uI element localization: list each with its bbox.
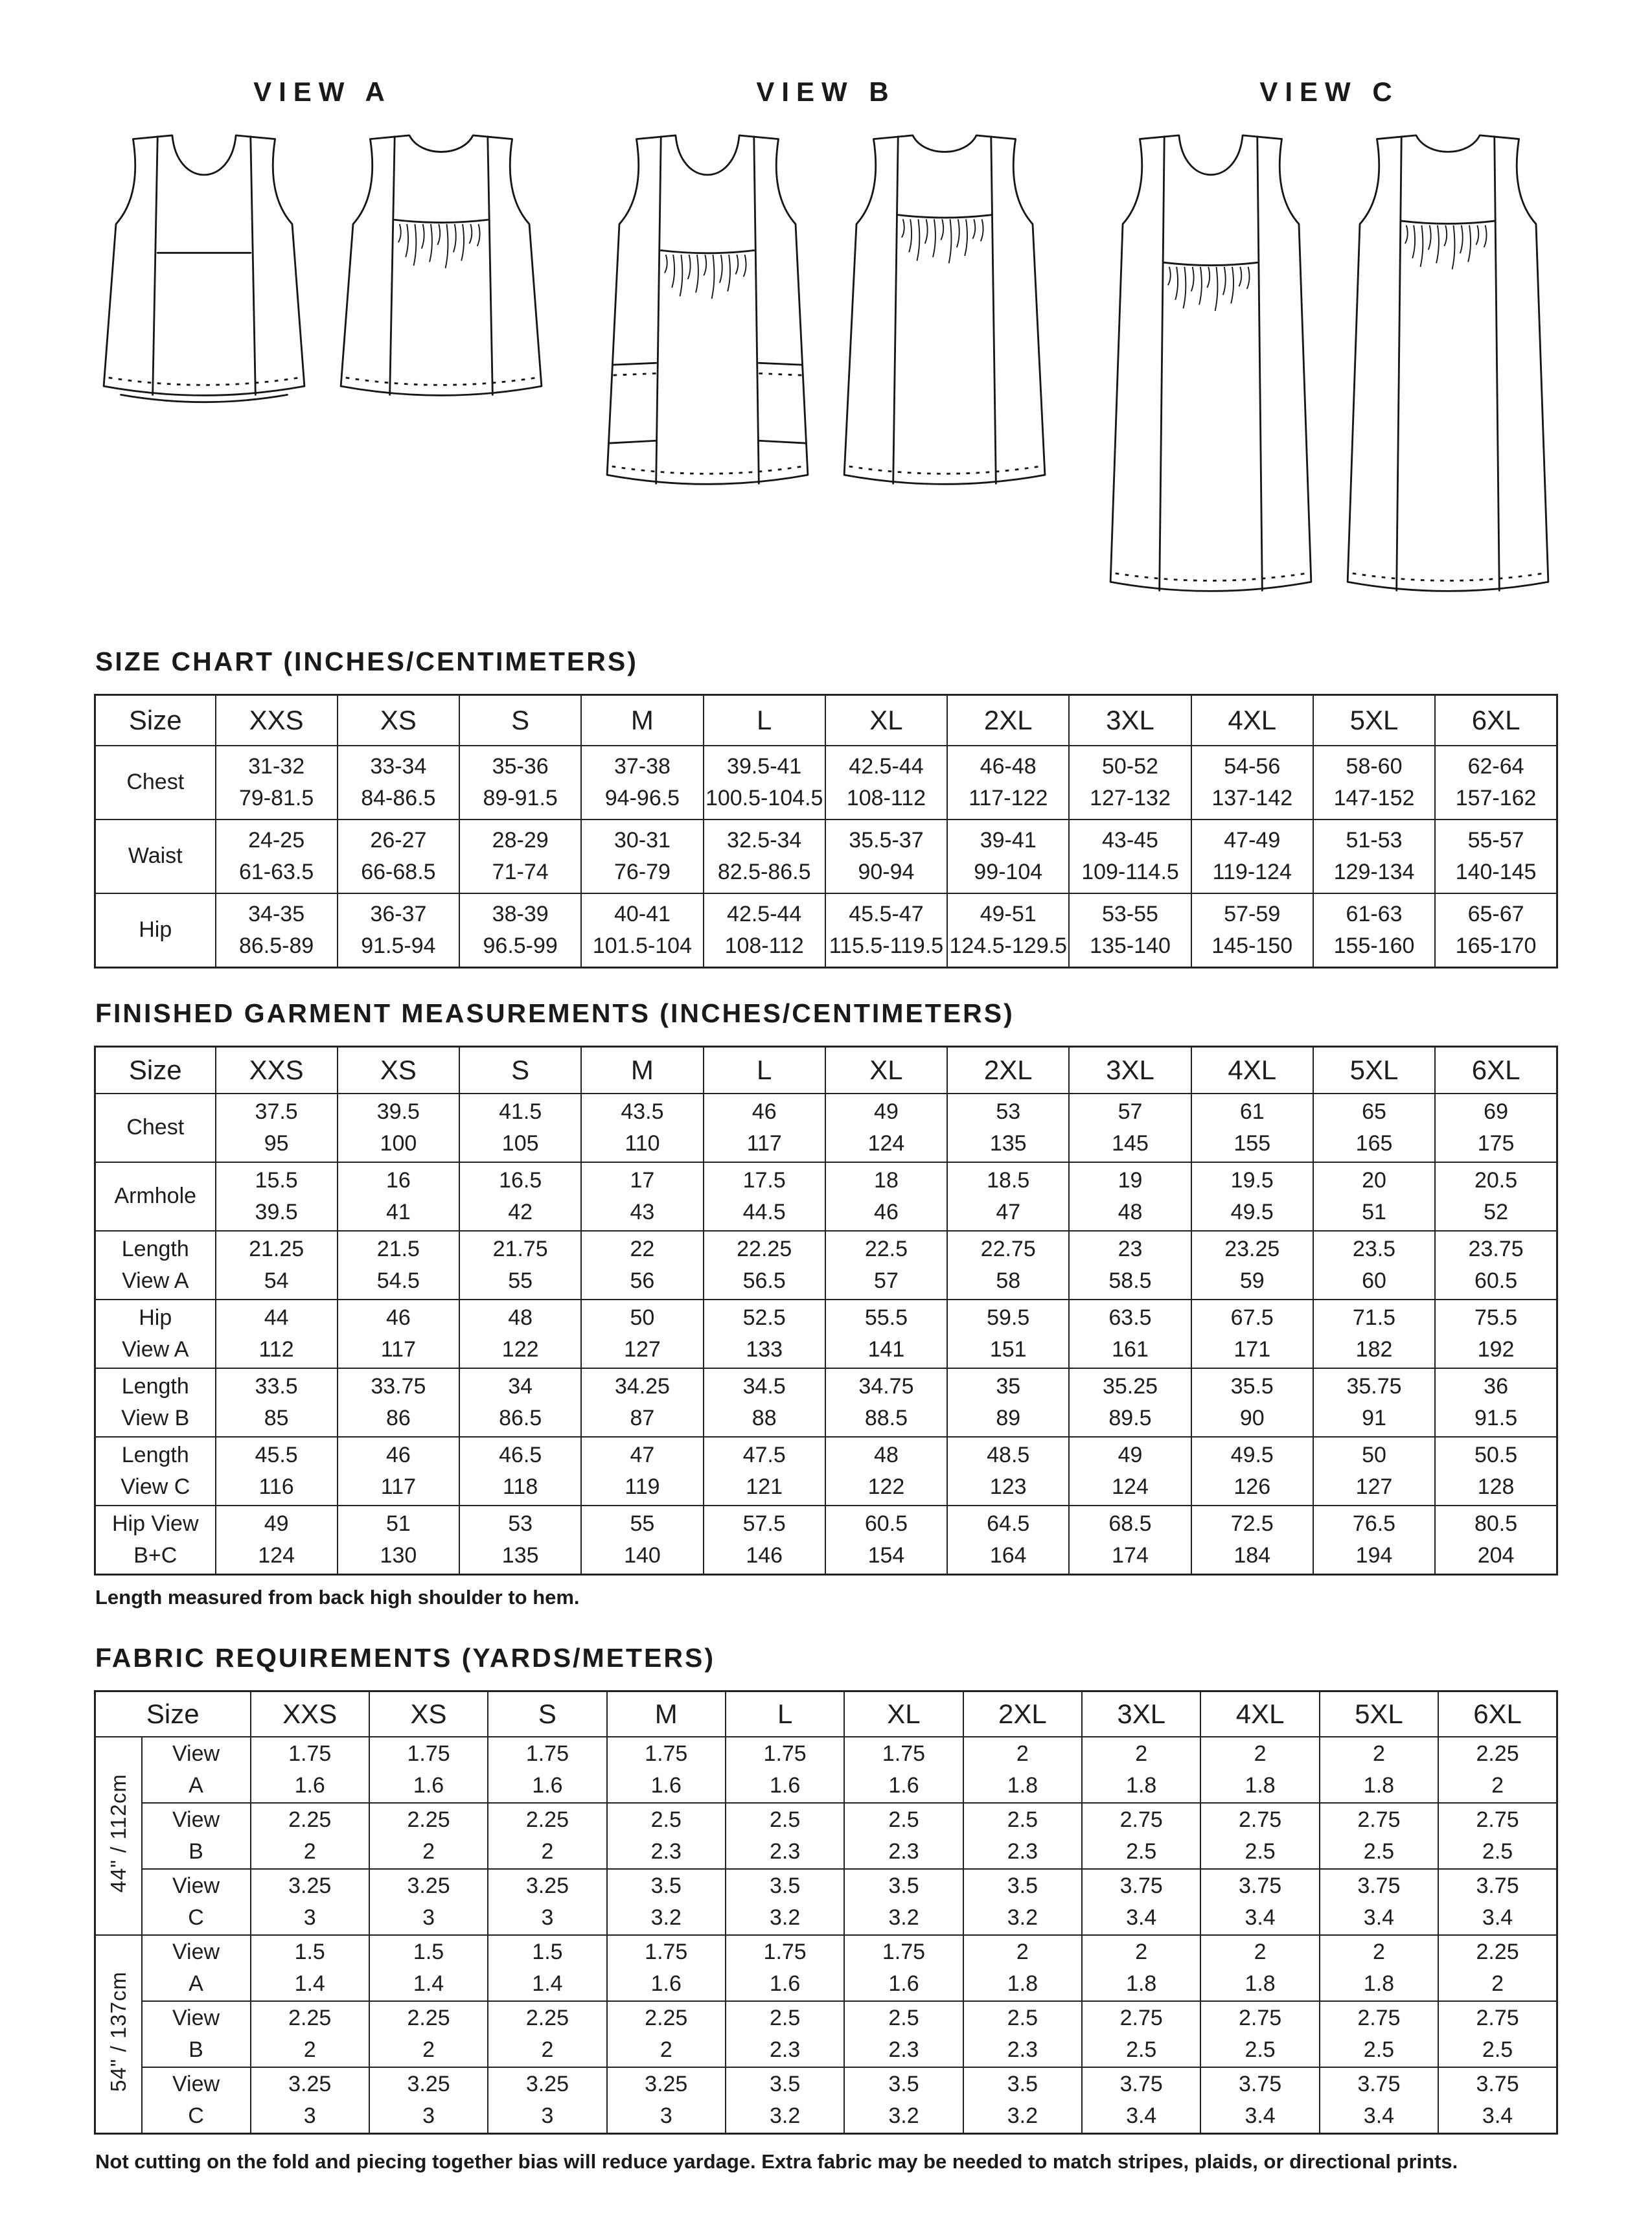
table-cell: 37-38 94-96.5 xyxy=(581,746,703,820)
table-cell: 1.75 1.6 xyxy=(607,1935,726,2001)
view-c-drawings xyxy=(1101,123,1558,606)
size-column-header: 4XL xyxy=(1191,1047,1313,1094)
table-cell: 53-55 135-140 xyxy=(1069,893,1191,968)
size-column-header: M xyxy=(581,1047,703,1094)
size-column-header: 2XL xyxy=(947,1047,1069,1094)
size-header-cell: Size xyxy=(95,695,216,746)
table-cell: 1.75 1.6 xyxy=(251,1737,369,1803)
view-c-back-garment-drawing xyxy=(1338,123,1558,606)
table-cell: 75.5 192 xyxy=(1435,1300,1557,1368)
table-cell: 48 122 xyxy=(459,1300,581,1368)
size-column-header: XL xyxy=(825,695,947,746)
size-column-header: XL xyxy=(825,1047,947,1094)
table-cell: 2 1.8 xyxy=(1320,1935,1438,2001)
table-cell: 50 127 xyxy=(581,1300,703,1368)
table-cell: 59.5 151 xyxy=(947,1300,1069,1368)
table-cell: 2.75 2.5 xyxy=(1438,2001,1557,2067)
table-cell: 2.75 2.5 xyxy=(1200,1803,1319,1869)
table-cell: 34.75 88.5 xyxy=(825,1368,947,1437)
table-cell: 2 1.8 xyxy=(1320,1737,1438,1803)
table-header-row xyxy=(95,1691,1557,1737)
table-cell: 2.75 2.5 xyxy=(1082,2001,1200,2067)
table-cell: 31-32 79-81.5 xyxy=(216,746,338,820)
table-cell: 46 117 xyxy=(704,1094,825,1162)
table-cell: 3.75 3.4 xyxy=(1200,1869,1319,1935)
row-label: View A xyxy=(142,1935,251,2001)
table-cell: 57-59 145-150 xyxy=(1191,893,1313,968)
table-cell: 64.5 164 xyxy=(947,1506,1069,1575)
table-cell: 55-57 140-145 xyxy=(1435,820,1557,893)
table-cell: 3.75 3.4 xyxy=(1082,2067,1200,2134)
size-chart-section xyxy=(94,647,1558,968)
row-label: Waist xyxy=(95,820,216,893)
size-column-header: M xyxy=(607,1691,726,1737)
table-cell: 2 1.8 xyxy=(1200,1935,1319,2001)
view-a-group xyxy=(94,76,551,411)
size-column-header: XS xyxy=(369,1691,488,1737)
table-cell: 46-48 117-122 xyxy=(947,746,1069,820)
table-row xyxy=(95,1368,1557,1437)
table-cell: 47 119 xyxy=(581,1437,703,1506)
table-cell: 2.25 2 xyxy=(1438,1935,1557,2001)
table-cell: 17.5 44.5 xyxy=(704,1162,825,1231)
view-a-back-garment-drawing xyxy=(331,123,551,411)
size-column-header: 4XL xyxy=(1200,1691,1319,1737)
table-cell: 2.5 2.3 xyxy=(844,2001,963,2067)
table-row xyxy=(95,1506,1557,1575)
table-cell: 1.75 1.6 xyxy=(369,1737,488,1803)
table-cell: 23 58.5 xyxy=(1069,1231,1191,1300)
table-cell: 35.25 89.5 xyxy=(1069,1368,1191,1437)
view-a-drawings xyxy=(94,123,551,411)
table-cell: 52.5 133 xyxy=(704,1300,825,1368)
table-cell: 1.75 1.6 xyxy=(844,1935,963,2001)
table-cell: 2.5 2.3 xyxy=(844,1803,963,1869)
table-cell: 67.5 171 xyxy=(1191,1300,1313,1368)
table-cell: 49 124 xyxy=(825,1094,947,1162)
size-chart-title: SIZE CHART (INCHES/CENTIMETERS) xyxy=(95,647,638,676)
table-cell: 2.5 2.3 xyxy=(726,1803,844,1869)
table-cell: 19.5 49.5 xyxy=(1191,1162,1313,1231)
size-column-header: L xyxy=(704,695,825,746)
table-cell: 2 1.8 xyxy=(963,1737,1082,1803)
table-cell: 1.75 1.6 xyxy=(488,1737,606,1803)
table-cell: 48 122 xyxy=(825,1437,947,1506)
table-cell: 60.5 154 xyxy=(825,1506,947,1575)
table-cell: 2.25 2 xyxy=(251,2001,369,2067)
table-row xyxy=(95,1935,1557,2001)
table-cell: 45.5-47 115.5-119.5 xyxy=(825,893,947,968)
row-label: Hip xyxy=(95,893,216,968)
table-cell: 28-29 71-74 xyxy=(459,820,581,893)
size-header-cell: Size xyxy=(95,1047,216,1094)
table-cell: 17 43 xyxy=(581,1162,703,1231)
table-cell: 2 1.8 xyxy=(1082,1935,1200,2001)
table-cell: 22.25 56.5 xyxy=(704,1231,825,1300)
table-row xyxy=(95,2067,1557,2134)
table-cell: 47-49 119-124 xyxy=(1191,820,1313,893)
table-cell: 2.25 2 xyxy=(488,1803,606,1869)
row-label: View C xyxy=(142,2067,251,2134)
table-cell: 26-27 66-68.5 xyxy=(338,820,459,893)
table-cell: 35.5-37 90-94 xyxy=(825,820,947,893)
table-cell: 33-34 84-86.5 xyxy=(338,746,459,820)
table-cell: 16 41 xyxy=(338,1162,459,1231)
row-label: Chest xyxy=(95,746,216,820)
table-cell: 2.75 2.5 xyxy=(1200,2001,1319,2067)
table-cell: 50 127 xyxy=(1313,1437,1435,1506)
table-cell: 39-41 99-104 xyxy=(947,820,1069,893)
size-column-header: XS xyxy=(338,695,459,746)
view-c-front-garment-drawing xyxy=(1101,123,1321,606)
table-cell: 2.75 2.5 xyxy=(1082,1803,1200,1869)
size-column-header: L xyxy=(726,1691,844,1737)
table-row xyxy=(95,1300,1557,1368)
table-cell: 46 117 xyxy=(338,1437,459,1506)
table-cell: 61-63 155-160 xyxy=(1313,893,1435,968)
size-column-header: 3XL xyxy=(1082,1691,1200,1737)
table-cell: 16.5 42 xyxy=(459,1162,581,1231)
table-cell: 71.5 182 xyxy=(1313,1300,1435,1368)
table-row xyxy=(95,1094,1557,1162)
size-column-header: S xyxy=(459,695,581,746)
table-cell: 72.5 184 xyxy=(1191,1506,1313,1575)
table-cell: 49 124 xyxy=(1069,1437,1191,1506)
table-cell: 36-37 91.5-94 xyxy=(338,893,459,968)
table-cell: 3.75 3.4 xyxy=(1200,2067,1319,2134)
size-column-header: 2XL xyxy=(947,695,1069,746)
table-cell: 22.5 57 xyxy=(825,1231,947,1300)
table-row xyxy=(95,1869,1557,1935)
table-cell: 2.25 2 xyxy=(488,2001,606,2067)
table-cell: 33.75 86 xyxy=(338,1368,459,1437)
size-column-header: L xyxy=(704,1047,825,1094)
size-column-header: 6XL xyxy=(1435,695,1557,746)
size-column-header: 5XL xyxy=(1320,1691,1438,1737)
table-cell: 18 46 xyxy=(825,1162,947,1231)
table-cell: 23.5 60 xyxy=(1313,1231,1435,1300)
table-cell: 2 1.8 xyxy=(1200,1737,1319,1803)
finished-garment-table xyxy=(94,1046,1558,1576)
size-column-header: 6XL xyxy=(1438,1691,1557,1737)
size-column-header: XXS xyxy=(251,1691,369,1737)
size-chart-table xyxy=(94,694,1558,968)
table-cell: 2.25 2 xyxy=(1438,1737,1557,1803)
table-cell: 35.75 91 xyxy=(1313,1368,1435,1437)
table-header-row xyxy=(95,695,1557,746)
table-cell: 68.5 174 xyxy=(1069,1506,1191,1575)
table-cell: 40-41 101.5-104 xyxy=(581,893,703,968)
table-cell: 80.5 204 xyxy=(1435,1506,1557,1575)
finished-garment-title: FINISHED GARMENT MEASUREMENTS (INCHES/CENTIMETERS) xyxy=(95,998,1015,1028)
table-cell: 34.5 88 xyxy=(704,1368,825,1437)
table-cell: 1.5 1.4 xyxy=(251,1935,369,2001)
table-cell: 15.5 39.5 xyxy=(216,1162,338,1231)
table-cell: 3.25 3 xyxy=(607,2067,726,2134)
table-row xyxy=(95,746,1557,820)
table-row xyxy=(95,1162,1557,1231)
table-cell: 3.75 3.4 xyxy=(1320,1869,1438,1935)
table-cell: 3.25 3 xyxy=(251,1869,369,1935)
table-cell: 55.5 141 xyxy=(825,1300,947,1368)
table-cell: 34.25 87 xyxy=(581,1368,703,1437)
table-cell: 2 1.8 xyxy=(963,1935,1082,2001)
table-cell: 53 135 xyxy=(459,1506,581,1575)
size-column-header: XXS xyxy=(216,695,338,746)
table-cell: 76.5 194 xyxy=(1313,1506,1435,1575)
table-header-row xyxy=(95,1047,1557,1094)
size-column-header: M xyxy=(581,695,703,746)
table-cell: 2.25 2 xyxy=(369,2001,488,2067)
table-cell: 23.75 60.5 xyxy=(1435,1231,1557,1300)
table-cell: 1.75 1.6 xyxy=(726,1935,844,2001)
fabric-requirements-table xyxy=(94,1690,1558,2135)
size-header-cell: Size xyxy=(95,1691,251,1737)
table-cell: 34-35 86.5-89 xyxy=(216,893,338,968)
table-cell: 54-56 137-142 xyxy=(1191,746,1313,820)
table-cell: 21.75 55 xyxy=(459,1231,581,1300)
table-cell: 1.75 1.6 xyxy=(726,1737,844,1803)
table-cell: 20 51 xyxy=(1313,1162,1435,1231)
table-cell: 2.25 2 xyxy=(607,2001,726,2067)
table-cell: 53 135 xyxy=(947,1094,1069,1162)
size-column-header: 3XL xyxy=(1069,1047,1191,1094)
row-label: Chest xyxy=(95,1094,216,1162)
table-cell: 3.5 3.2 xyxy=(726,1869,844,1935)
table-cell: 30-31 76-79 xyxy=(581,820,703,893)
table-cell: 65 165 xyxy=(1313,1094,1435,1162)
table-cell: 42.5-44 108-112 xyxy=(825,746,947,820)
table-cell: 3.75 3.4 xyxy=(1438,1869,1557,1935)
size-column-header: XL xyxy=(844,1691,963,1737)
fabric-requirements-title: FABRIC REQUIREMENTS (YARDS/METERS) xyxy=(95,1643,715,1673)
fabric-width-group-label: 44" / 112cm xyxy=(95,1737,142,1935)
table-cell: 35-36 89-91.5 xyxy=(459,746,581,820)
table-cell: 37.5 95 xyxy=(216,1094,338,1162)
size-column-header: 5XL xyxy=(1313,695,1435,746)
table-cell: 43.5 110 xyxy=(581,1094,703,1162)
yardage-footnote: Not cutting on the fold and piecing together bias will reduce yardage. Extra fabric may be needed to match stripes, plaids, or directional prints. xyxy=(95,2150,1458,2173)
table-cell: 3.75 3.4 xyxy=(1082,1869,1200,1935)
view-c-group xyxy=(1101,76,1558,606)
table-cell: 45.5 116 xyxy=(216,1437,338,1506)
row-label: Length View A xyxy=(95,1231,216,1300)
size-column-header: 5XL xyxy=(1313,1047,1435,1094)
table-cell: 50.5 128 xyxy=(1435,1437,1557,1506)
row-label: View C xyxy=(142,1869,251,1935)
table-cell: 44 112 xyxy=(216,1300,338,1368)
table-cell: 55 140 xyxy=(581,1506,703,1575)
table-cell: 49.5 126 xyxy=(1191,1437,1313,1506)
fabric-requirements-section xyxy=(94,1643,1558,2173)
table-cell: 57.5 146 xyxy=(704,1506,825,1575)
table-cell: 24-25 61-63.5 xyxy=(216,820,338,893)
table-cell: 69 175 xyxy=(1435,1094,1557,1162)
table-cell: 32.5-34 82.5-86.5 xyxy=(704,820,825,893)
size-column-header: S xyxy=(488,1691,606,1737)
table-cell: 63.5 161 xyxy=(1069,1300,1191,1368)
row-label: Hip View B+C xyxy=(95,1506,216,1575)
row-label: Armhole xyxy=(95,1162,216,1231)
view-a-title: VIEW A xyxy=(253,76,392,107)
table-cell: 42.5-44 108-112 xyxy=(704,893,825,968)
table-cell: 35 89 xyxy=(947,1368,1069,1437)
table-cell: 1.5 1.4 xyxy=(488,1935,606,2001)
table-cell: 61 155 xyxy=(1191,1094,1313,1162)
table-cell: 33.5 85 xyxy=(216,1368,338,1437)
size-column-header: 3XL xyxy=(1069,695,1191,746)
table-cell: 3.75 3.4 xyxy=(1438,2067,1557,2134)
table-cell: 43-45 109-114.5 xyxy=(1069,820,1191,893)
row-label: View B xyxy=(142,1803,251,1869)
table-cell: 39.5-41 100.5-104.5 xyxy=(704,746,825,820)
table-row xyxy=(95,1803,1557,1869)
table-cell: 2.5 2.3 xyxy=(607,1803,726,1869)
view-a-front-garment-drawing xyxy=(94,123,314,411)
table-cell: 1.75 1.6 xyxy=(844,1737,963,1803)
table-cell: 23.25 59 xyxy=(1191,1231,1313,1300)
table-cell: 38-39 96.5-99 xyxy=(459,893,581,968)
finished-garment-section xyxy=(94,998,1558,1609)
row-label: View A xyxy=(142,1737,251,1803)
view-b-back-garment-drawing xyxy=(834,123,1055,499)
table-row xyxy=(95,2001,1557,2067)
view-b-drawings xyxy=(597,123,1055,499)
size-column-header: XXS xyxy=(216,1047,338,1094)
row-label: Hip View A xyxy=(95,1300,216,1368)
row-label: Length View C xyxy=(95,1437,216,1506)
table-cell: 20.5 52 xyxy=(1435,1162,1557,1231)
table-row xyxy=(95,1437,1557,1506)
table-cell: 21.5 54.5 xyxy=(338,1231,459,1300)
table-cell: 46 117 xyxy=(338,1300,459,1368)
size-column-header: S xyxy=(459,1047,581,1094)
table-cell: 3.5 3.2 xyxy=(963,2067,1082,2134)
table-cell: 39.5 100 xyxy=(338,1094,459,1162)
table-cell: 48.5 123 xyxy=(947,1437,1069,1506)
table-cell: 3.5 3.2 xyxy=(607,1869,726,1935)
table-row xyxy=(95,893,1557,968)
fabric-width-group-label: 54" / 137cm xyxy=(95,1935,142,2134)
table-cell: 3.25 3 xyxy=(369,1869,488,1935)
table-cell: 2.5 2.3 xyxy=(726,2001,844,2067)
table-cell: 35.5 90 xyxy=(1191,1368,1313,1437)
table-cell: 2.75 2.5 xyxy=(1320,2001,1438,2067)
table-cell: 49 124 xyxy=(216,1506,338,1575)
table-cell: 3.5 3.2 xyxy=(963,1869,1082,1935)
table-cell: 22.75 58 xyxy=(947,1231,1069,1300)
table-cell: 51-53 129-134 xyxy=(1313,820,1435,893)
table-cell: 18.5 47 xyxy=(947,1162,1069,1231)
table-cell: 1.5 1.4 xyxy=(369,1935,488,2001)
table-cell: 51 130 xyxy=(338,1506,459,1575)
size-column-header: 2XL xyxy=(963,1691,1082,1737)
table-cell: 2.25 2 xyxy=(369,1803,488,1869)
view-b-title: VIEW B xyxy=(756,76,896,107)
table-cell: 62-64 157-162 xyxy=(1435,746,1557,820)
table-row xyxy=(95,1737,1557,1803)
table-row xyxy=(95,820,1557,893)
table-cell: 65-67 165-170 xyxy=(1435,893,1557,968)
table-cell: 2.5 2.3 xyxy=(963,2001,1082,2067)
table-cell: 19 48 xyxy=(1069,1162,1191,1231)
table-cell: 49-51 124.5-129.5 xyxy=(947,893,1069,968)
row-label: Length View B xyxy=(95,1368,216,1437)
size-column-header: 6XL xyxy=(1435,1047,1557,1094)
table-cell: 3.5 3.2 xyxy=(844,1869,963,1935)
size-column-header: XS xyxy=(338,1047,459,1094)
table-cell: 2.75 2.5 xyxy=(1438,1803,1557,1869)
table-cell: 3.5 3.2 xyxy=(726,2067,844,2134)
table-cell: 2.75 2.5 xyxy=(1320,1803,1438,1869)
table-cell: 34 86.5 xyxy=(459,1368,581,1437)
table-cell: 3.5 3.2 xyxy=(844,2067,963,2134)
view-b-front-garment-drawing xyxy=(597,123,818,499)
table-cell: 3.25 3 xyxy=(488,2067,606,2134)
table-cell: 1.75 1.6 xyxy=(607,1737,726,1803)
table-cell: 58-60 147-152 xyxy=(1313,746,1435,820)
row-label: View B xyxy=(142,2001,251,2067)
table-row xyxy=(95,1231,1557,1300)
garment-views-row xyxy=(94,76,1558,625)
view-b-group xyxy=(597,76,1055,499)
table-cell: 21.25 54 xyxy=(216,1231,338,1300)
table-cell: 57 145 xyxy=(1069,1094,1191,1162)
table-cell: 22 56 xyxy=(581,1231,703,1300)
table-cell: 36 91.5 xyxy=(1435,1368,1557,1437)
table-cell: 3.25 3 xyxy=(488,1869,606,1935)
table-cell: 3.25 3 xyxy=(369,2067,488,2134)
table-cell: 41.5 105 xyxy=(459,1094,581,1162)
size-column-header: 4XL xyxy=(1191,695,1313,746)
table-cell: 47.5 121 xyxy=(704,1437,825,1506)
length-measurement-footnote: Length measured from back high shoulder to hem. xyxy=(95,1586,580,1609)
table-cell: 46.5 118 xyxy=(459,1437,581,1506)
table-cell: 3.75 3.4 xyxy=(1320,2067,1438,2134)
table-cell: 3.25 3 xyxy=(251,2067,369,2134)
table-cell: 2.5 2.3 xyxy=(963,1803,1082,1869)
table-cell: 2 1.8 xyxy=(1082,1737,1200,1803)
table-cell: 2.25 2 xyxy=(251,1803,369,1869)
view-c-title: VIEW C xyxy=(1259,76,1399,107)
table-cell: 50-52 127-132 xyxy=(1069,746,1191,820)
